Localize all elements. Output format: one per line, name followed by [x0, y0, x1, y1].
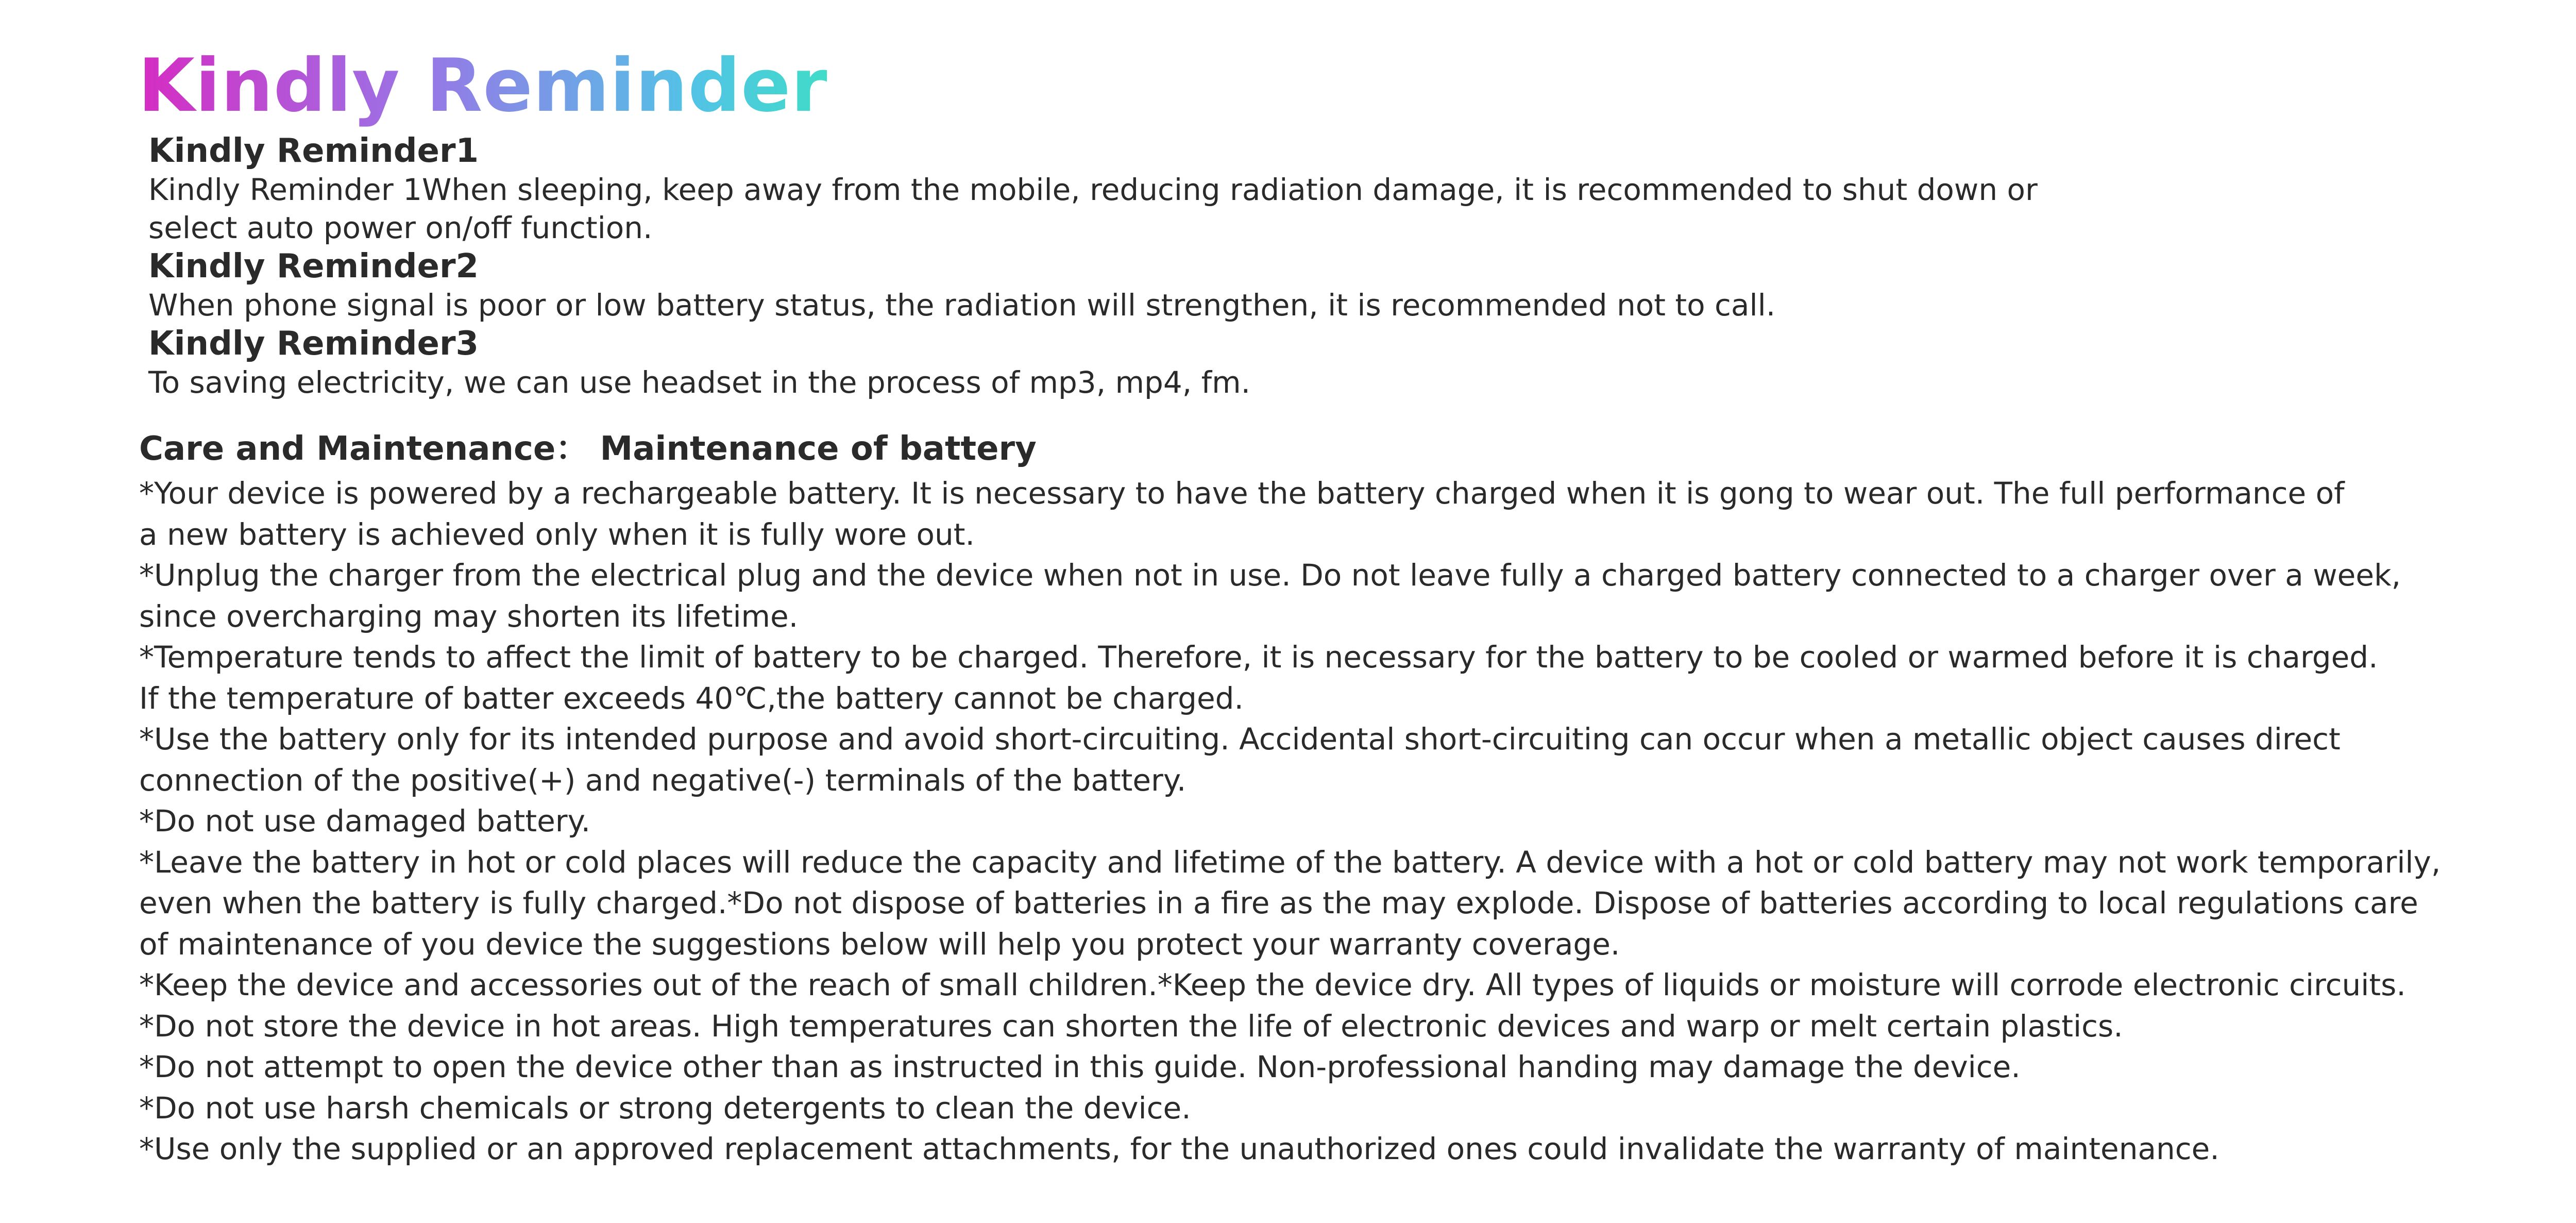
reminder-1 — [148, 131, 2415, 247]
care-text-line: *Unplug the charger from the electrical plug and the device when not in use. Do not leave fully a charged battery connected to a charger over a week, — [139, 558, 2401, 593]
care-text-line: *Temperature tends to affect the limit of battery to be charged. Therefore, it is necessary for the battery to be cooled or warmed before it is charged. — [139, 640, 2378, 675]
reminder-text-line: When phone signal is poor or low battery status, the radiation will strengthen, it is recommended not to call. — [148, 288, 1776, 323]
reminder-2 — [148, 247, 2415, 324]
care-text-line: *Use only the supplied or an approved replacement attachments, for the unauthorized ones could invalidate the warranty of maintenance. — [139, 1131, 2219, 1166]
care-text-line: If the temperature of batter exceeds 40℃,the battery cannot be charged. — [139, 680, 1244, 716]
care-heading: Care and Maintenance： Maintenance of battery — [139, 430, 1037, 468]
reminder-heading: Kindly Reminder3 — [148, 325, 479, 363]
care-text-line: *Do not attempt to open the device other than as instructed in this guide. Non-professional handing may damage the device. — [139, 1049, 2021, 1084]
reminder-text-line: To saving electricity, we can use headset in the process of mp3, mp4, fm. — [148, 365, 1251, 400]
reminder-text-line: Kindly Reminder 1When sleeping, keep away from the mobile, reducing radiation damage, it is recommended to shut down or — [148, 172, 2038, 207]
care-text-line: *Use the battery only for its intended purpose and avoid short-circuiting. Accidental short-circuiting can occur when a metallic object causes direct — [139, 722, 2341, 757]
reminder-heading: Kindly Reminder1 — [148, 132, 479, 170]
care-text-line: even when the battery is fully charged.*Do not dispose of batteries in a fire as the may explode. Dispose of batteries according to local regulations care — [139, 885, 2418, 920]
care-text-line: *Do not use damaged battery. — [139, 803, 591, 839]
care-text-line: a new battery is achieved only when it is fully wore out. — [139, 516, 975, 552]
care-text-line: *Do not use harsh chemicals or strong detergents to clean the device. — [139, 1090, 1191, 1126]
reminder-text-line: select auto power on/off function. — [148, 210, 653, 245]
reminders-section — [148, 131, 2415, 401]
care-text-line: *Do not store the device in hot areas. High temperatures can shorten the life of electronic devices and warp or melt certain plastics. — [139, 1008, 2123, 1044]
care-text-line: *Your device is powered by a rechargeable battery. It is necessary to have the battery charged when it is gong to wear out. The full performance of — [139, 476, 2345, 511]
care-text-line: *Leave the battery in hot or cold places will reduce the capacity and lifetime of the battery. A device with a hot or cold battery may not work temporarily, — [139, 844, 2441, 880]
care-text-line: since overcharging may shorten its lifetime. — [139, 598, 799, 634]
page-title: Kindly Reminder — [138, 42, 827, 130]
care-text-line: connection of the positive(+) and negative(-) terminals of the battery. — [139, 762, 1187, 798]
reminder-heading: Kindly Reminder2 — [148, 247, 479, 286]
care-maintenance-section — [139, 428, 2535, 1170]
reminder-3 — [148, 324, 2415, 401]
care-text-line: of maintenance of you device the suggestions below will help you protect your warranty coverage. — [139, 926, 1620, 962]
care-text-line: *Keep the device and accessories out of the reach of small children.*Keep the device dry. All types of liquids or moisture will corrode electronic circuits. — [139, 967, 2406, 1002]
